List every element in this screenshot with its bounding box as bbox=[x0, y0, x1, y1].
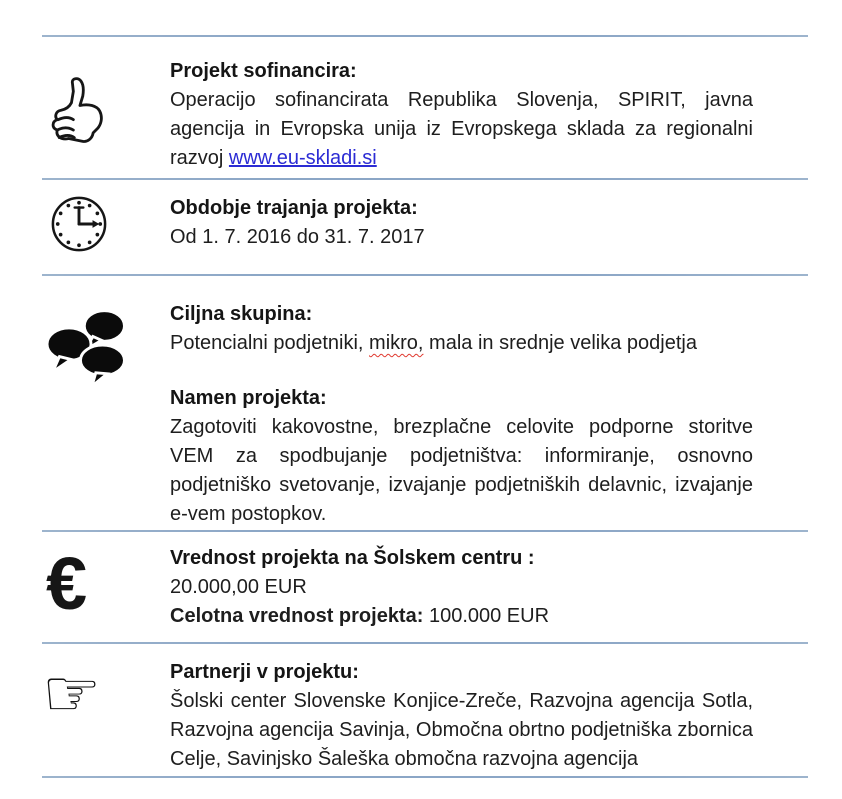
target-body-end: mala in srednje velika podjetja bbox=[429, 332, 697, 354]
icon-column bbox=[42, 57, 170, 157]
purpose-body: Zagotoviti kakovostne, brezplačne celovite podporne storitve VEM za spodbujanje podjetništva: informiranje, osnovno podjetniško svetovanje, izvajanje podjetniških delavnic, izvajanje e-vem postopkov. bbox=[170, 416, 753, 525]
spacer bbox=[170, 358, 753, 384]
value-heading: Vrednost projekta na Šolskem centru : bbox=[170, 547, 535, 569]
target-body-start: Potencialni podjetniki, bbox=[170, 332, 364, 354]
financing-content bbox=[170, 57, 808, 173]
pointing-hand-icon: ☞ bbox=[42, 656, 102, 730]
financing-body-text: Operacijo sofinancirata Republika Slovenja, SPIRIT, javna agencija in Evropska unija iz Evropskega sklada za regionalni razvoj bbox=[170, 89, 753, 169]
icon-column bbox=[42, 194, 170, 258]
euro-sign-icon: € bbox=[46, 542, 88, 625]
total-value-line bbox=[170, 602, 753, 631]
section-duration bbox=[42, 180, 808, 274]
financing-heading: Projekt sofinancira: bbox=[170, 60, 357, 82]
thumbs-up-icon bbox=[46, 76, 112, 157]
value-content bbox=[170, 544, 808, 631]
section-target-group bbox=[42, 276, 808, 530]
section-financing bbox=[42, 37, 808, 178]
duration-heading: Obdobje trajanja projekta: bbox=[170, 197, 418, 219]
total-value-amount: 100.000 EUR bbox=[428, 605, 550, 627]
misspelled-word: mikro, bbox=[369, 332, 424, 354]
section-project-value bbox=[42, 532, 808, 642]
partners-body: Šolski center Slovenske Konjice-Zreče, Razvojna agencija Sotla, Razvojna agencija Savinja, Območna obrtno podjetniška zbornica Celje, Savinjsko Šaleška območna razvojna agencija bbox=[170, 690, 753, 770]
school-value: 20.000,00 EUR bbox=[170, 576, 307, 598]
icon-column bbox=[42, 542, 170, 625]
eu-skladi-link[interactable]: www.eu-skladi.si bbox=[228, 147, 377, 169]
target-heading: Ciljna skupina: bbox=[170, 303, 313, 325]
target-content bbox=[170, 300, 808, 529]
partners-content bbox=[170, 658, 808, 774]
partners-heading: Partnerji v projektu: bbox=[170, 661, 359, 683]
speech-bubbles-icon bbox=[42, 304, 140, 395]
icon-column bbox=[42, 656, 170, 730]
total-value-label: Celotna vrednost projekta: bbox=[170, 605, 424, 627]
section-divider bbox=[42, 776, 808, 778]
duration-content bbox=[170, 194, 808, 252]
target-body bbox=[170, 329, 753, 358]
purpose-heading: Namen projekta: bbox=[170, 387, 327, 409]
duration-body: Od 1. 7. 2016 do 31. 7. 2017 bbox=[170, 226, 425, 248]
section-partners bbox=[42, 644, 808, 776]
clock-icon bbox=[50, 195, 108, 258]
icon-column bbox=[42, 300, 170, 395]
financing-body bbox=[170, 86, 753, 173]
